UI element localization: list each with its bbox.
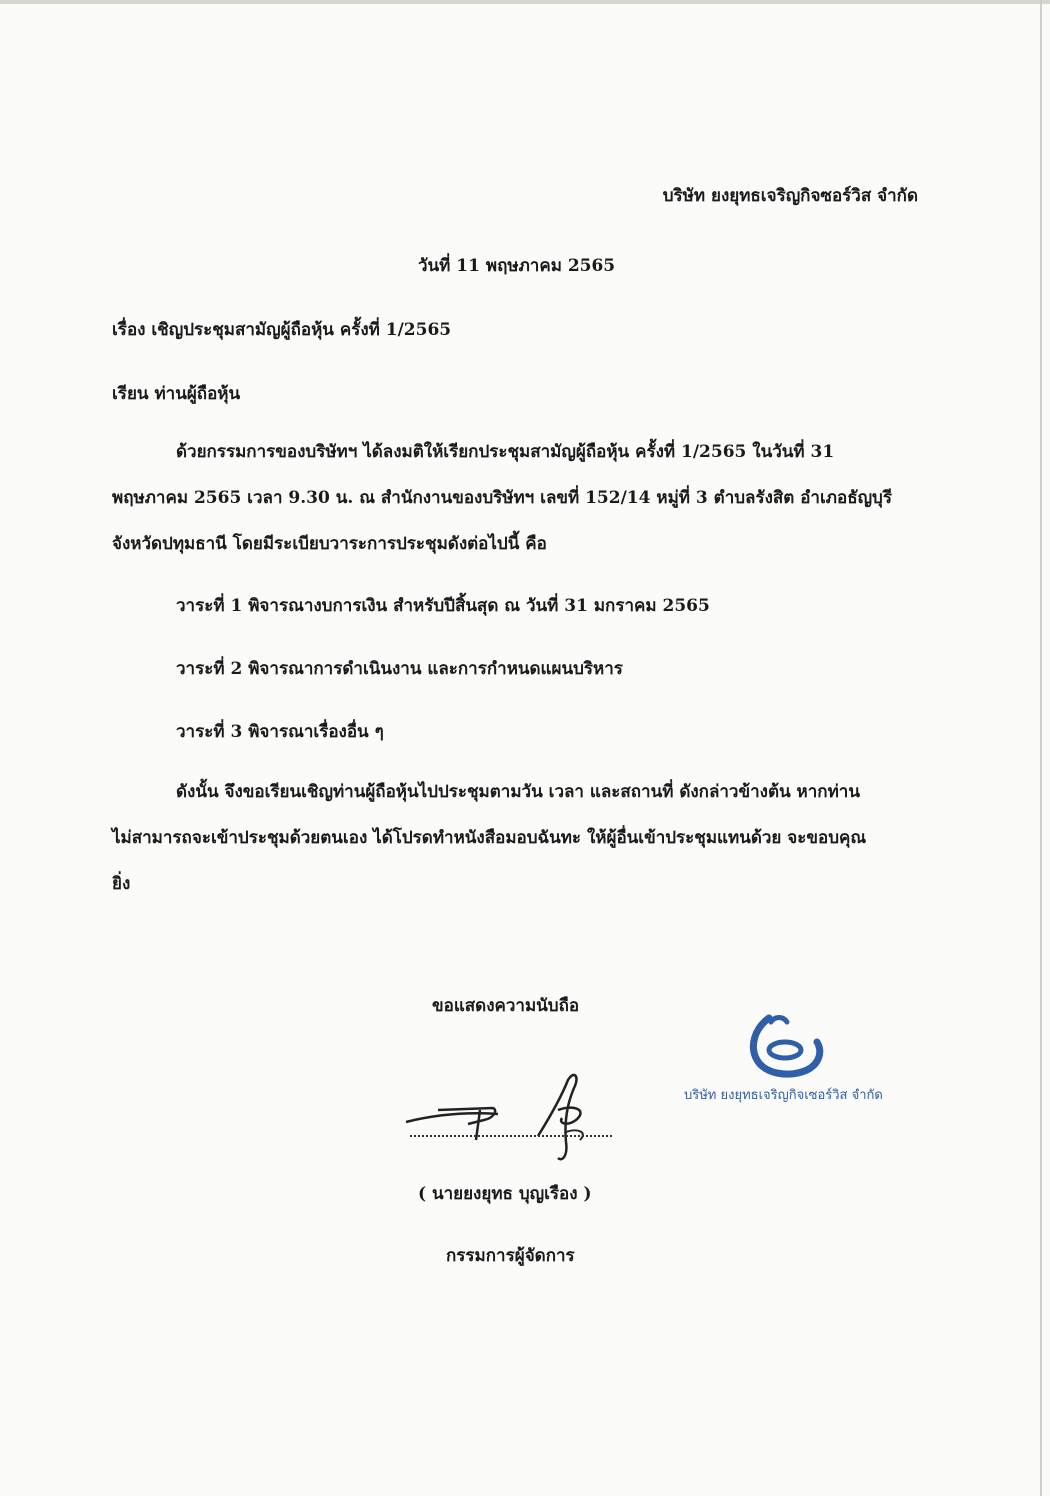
paragraph2-line2: ไม่สามารถจะเข้าประชุมด้วยตนเอง ได้โปรดทำหนังสือมอบฉันทะ ให้ผู้อื่นเข้าประชุมแทนด้วย จะขอบคุณ <box>112 828 867 848</box>
letter-subject: เรื่อง เชิญประชุมสามัญผู้ถือหุ้น ครั้งที่ 1/2565 <box>112 320 452 340</box>
letter-date: วันที่ 11 พฤษภาคม 2565 <box>418 256 616 276</box>
paragraph1-line1: ด้วยกรรมการของบริษัทฯ ได้ลงมติให้เรียกประชุมสามัญผู้ถือหุ้น ครั้งที่ 1/2565 ในวันที่ 31 <box>176 442 835 462</box>
agenda-item-2: วาระที่ 2 พิจารณาการดำเนินงาน และการกำหนดแผนบริหาร <box>176 659 623 679</box>
paragraph1-line2: พฤษภาคม 2565 เวลา 9.30 น. ณ สำนักงานของบริษัทฯ เลขที่ 152/14 หมู่ที่ 3 ตำบลรังสิต อำเภอธัญบุรี <box>112 488 892 508</box>
agenda-item-1: วาระที่ 1 พิจารณางบการเงิน สำหรับปีสิ้นสุด ณ วันที่ 31 มกราคม 2565 <box>176 596 710 616</box>
company-logo-icon <box>745 1012 825 1080</box>
company-seal-text: บริษัท ยงยุทธเจริญกิจเซอร์วิส จำกัด <box>684 1088 883 1103</box>
agenda-item-3: วาระที่ 3 พิจารณาเรื่องอื่น ๆ <box>176 722 384 742</box>
paragraph2-line1: ดังนั้น จึงขอเรียนเชิญท่านผู้ถือหุ้นไปประชุมตามวัน เวลา และสถานที่ ดังกล่าวข้างต้น หากท่าน <box>176 782 860 802</box>
company-header: บริษัท ยงยุทธเจริญกิจซอร์วิส จำกัด <box>662 186 918 206</box>
signature <box>398 1070 618 1170</box>
closing-text: ขอแสดงความนับถือ <box>432 996 580 1016</box>
paragraph1-line3: จังหวัดปทุมธานี โดยมีระเบียบวาระการประชุมดังต่อไปนี้ คือ <box>112 534 547 554</box>
paragraph2-line3: ยิ่ง <box>112 874 131 894</box>
letter-salutation: เรียน ท่านผู้ถือหุ้น <box>112 384 241 404</box>
signature-line <box>410 1135 612 1137</box>
signer-name: ( นายยงยุทธ บุญเรือง ) <box>418 1184 592 1204</box>
signer-title: กรรมการผู้จัดการ <box>446 1246 575 1266</box>
